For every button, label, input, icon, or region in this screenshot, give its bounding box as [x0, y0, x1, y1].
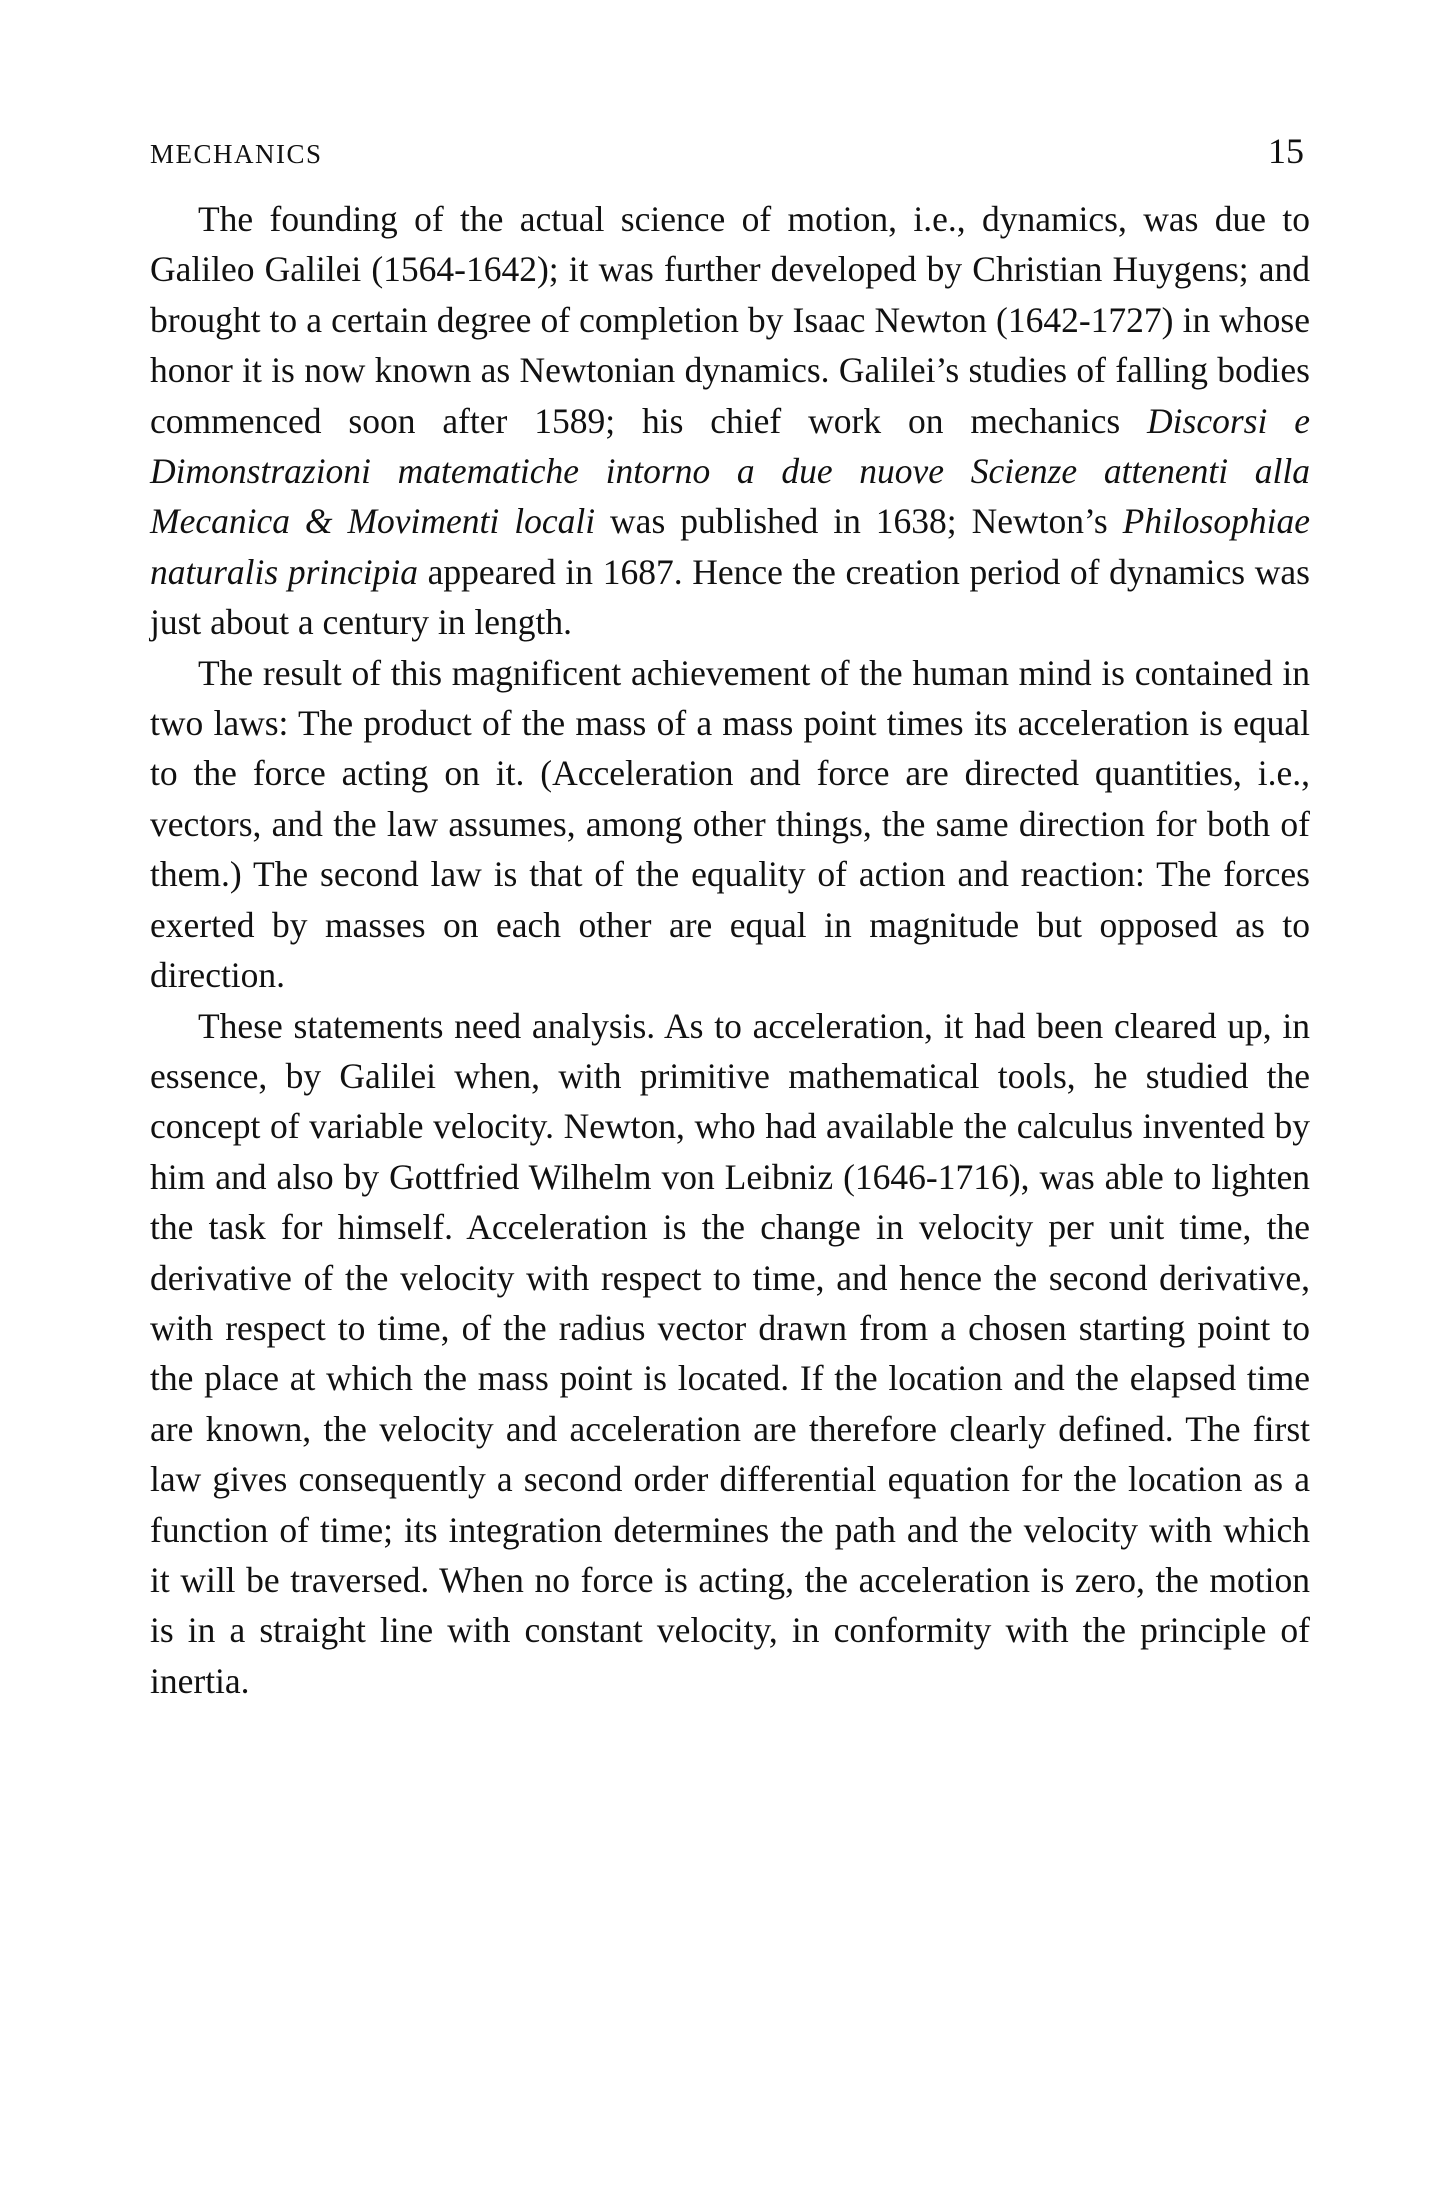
paragraph-history-of-dynamics: [150, 194, 1310, 648]
paragraph-text: appeared in 1687. Hence the creation period of dynamics was just about a century in length.: [150, 551, 1310, 643]
italic-title-principia: Philosophiae naturalis principia: [150, 501, 1310, 592]
paragraph-text: The founding of the actual science of motion, i.e., dynamics, was due to Galileo Galilei (1564-1642); it was further developed by Christian Huygens; and brought to a certain degree of completion by Isaac Newton (1642-1727) in whose honor it is now known as Newtonian dynamics. Galilei’s studies of falling bodies commenced soon after 1589; his chief work on mechanics: [150, 199, 1310, 441]
page-number: 15: [1268, 131, 1304, 171]
book-page: [150, 130, 1310, 1706]
italic-title-discorsi: Discorsi e Dimonstrazioni matematiche intorno a due nuove Scienze attenenti alla Mecanica & Movimenti locali: [150, 400, 1310, 542]
running-head: MECHANICS: [150, 139, 323, 169]
paragraph-two-laws: The result of this magnificent achievement of the human mind is contained in two laws: The product of the mass of a mass point times its acceleration is equal to the force acting on it. (Acceleration and force are directed quantities, i.e., vectors, and the law assumes, among other things, the same direction for both of them.) The second law is that of the equality of action and reaction: The forces exerted by masses on each other are equal in magnitude but opposed as to direction.: [150, 652, 1310, 996]
paragraph-text: was published in 1638; Newton’s: [595, 501, 1123, 542]
paragraph-analysis: These statements need analysis. As to acceleration, it had been cleared up, in essence, by Galilei when, with primitive mathematical tools, he studied the concept of variable velocity. Newton, who had available the calculus invented by him and also by Gottfried Wilhelm von Leibniz (1646-1716), was able to lighten the task for himself. Acceleration is the change in velocity per unit time, the derivative of the velocity with respect to time, and hence the second derivative, with respect to time, of the radius vector drawn from a chosen starting point to the place at which the mass point is located. If the location and the elapsed time are known, the velocity and acceleration are therefore clearly defined. The first law gives consequently a second order differential equation for the location as a function of time; its integration determines the path and the velocity with which it will be traversed. When no force is acting, the acceleration is zero, the motion is in a straight line with constant velocity, in conformity with the principle of inertia.: [150, 1005, 1310, 1701]
page-header: [150, 130, 1310, 172]
